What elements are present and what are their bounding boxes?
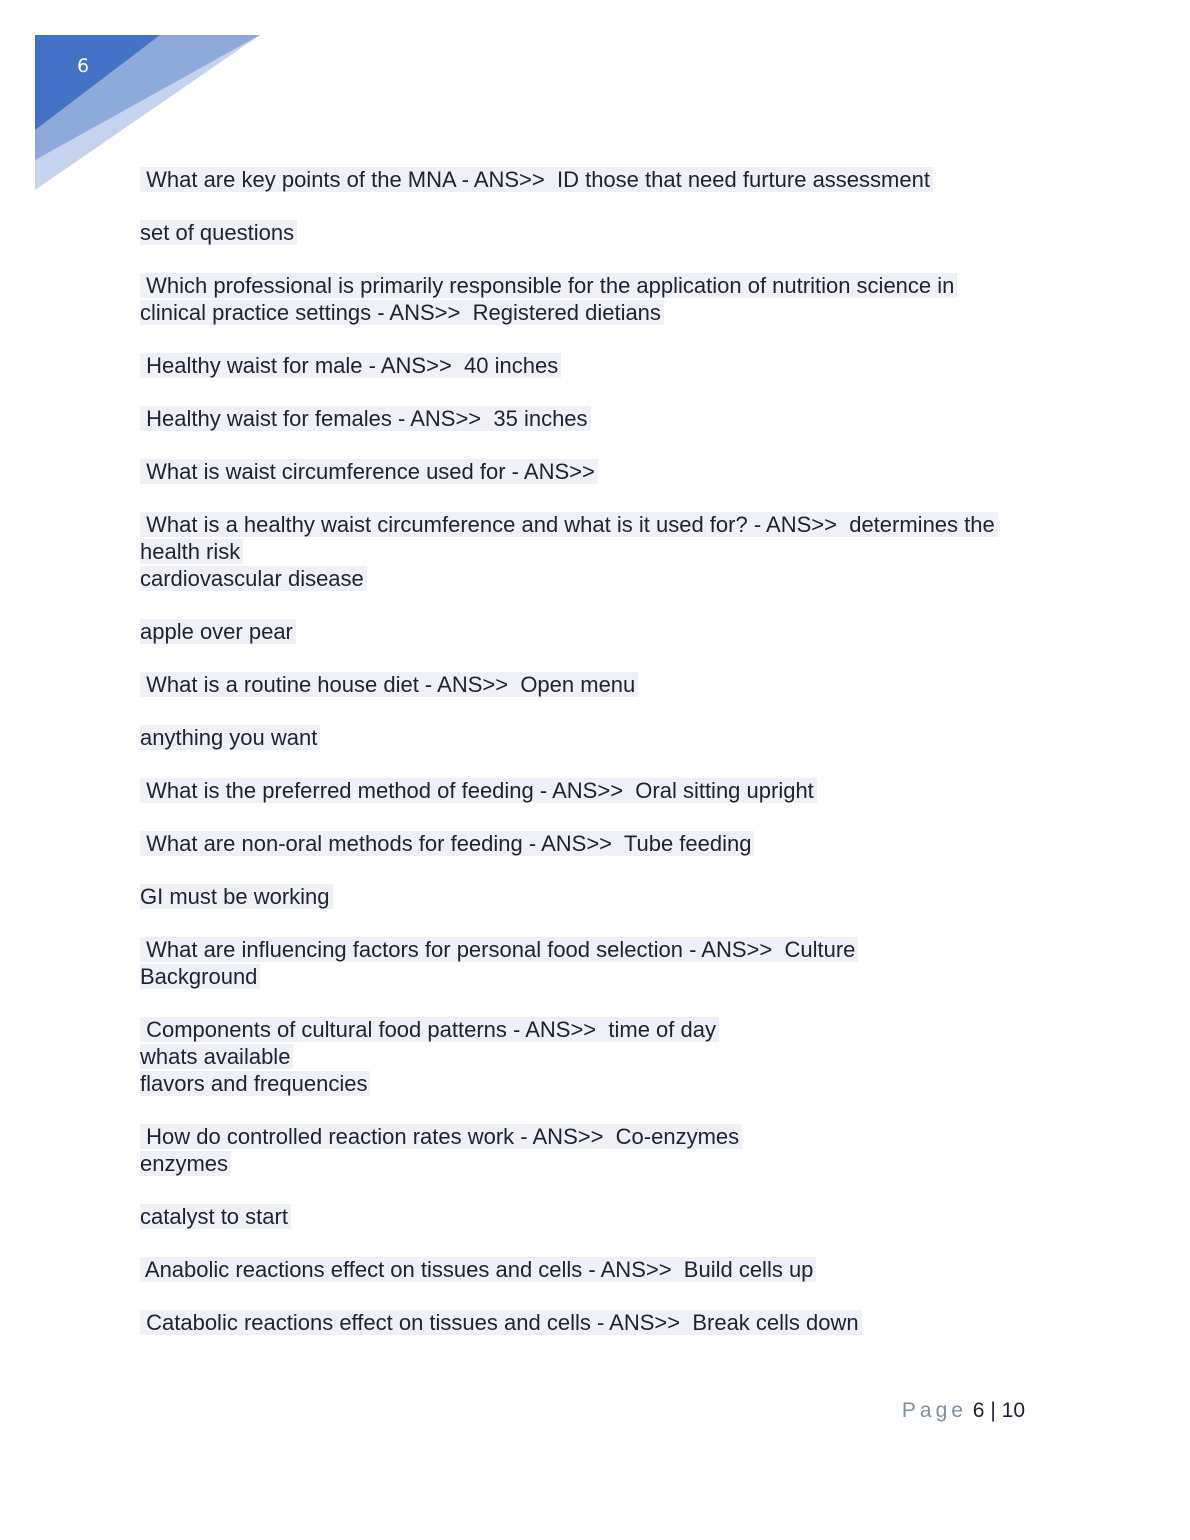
qa-line: catalyst to start: [140, 1204, 288, 1229]
header-page-number: 6: [77, 55, 90, 77]
qa-text: [140, 406, 591, 431]
qa-entry: [140, 883, 1060, 910]
qa-line: GI must be working: [140, 884, 330, 909]
footer-separator: |: [990, 1399, 996, 1422]
qa-line: What is the preferred method of feeding - ANS>> Oral sitting upright: [140, 778, 814, 803]
qa-entry: [140, 511, 1060, 592]
qa-entry: [140, 405, 1060, 432]
qa-text: [140, 1017, 719, 1096]
qa-text: [140, 459, 598, 484]
qa-text: [140, 353, 561, 378]
footer-current-page: 6: [972, 1399, 985, 1422]
qa-text: [140, 831, 754, 856]
qa-text: [140, 1257, 816, 1282]
qa-line: Catabolic reactions effect on tissues and cells - ANS>> Break cells down: [140, 1310, 859, 1335]
qa-line: Anabolic reactions effect on tissues and cells - ANS>> Build cells up: [140, 1257, 814, 1282]
qa-line: anything you want: [140, 725, 318, 750]
qa-text: [140, 884, 333, 909]
qa-line: Components of cultural food patterns - ANS>> time of day: [140, 1017, 716, 1042]
document-body: [140, 166, 1060, 1362]
qa-entry: [140, 671, 1060, 698]
qa-line: What are key points of the MNA - ANS>> ID those that need furture assessment: [140, 167, 930, 192]
qa-entry: [140, 219, 1060, 246]
qa-line: What are non-oral methods for feeding - ANS>> Tube feeding: [140, 831, 752, 856]
qa-entry: [140, 618, 1060, 645]
qa-line: Background: [140, 964, 258, 989]
qa-line: enzymes: [140, 1151, 229, 1176]
qa-entry: [140, 166, 1060, 193]
footer-total-pages: 10: [1001, 1399, 1025, 1422]
qa-text: [140, 725, 320, 750]
qa-line: whats available: [140, 1044, 291, 1069]
qa-line: Healthy waist for females - ANS>> 35 inches: [140, 406, 588, 431]
qa-entry: [140, 352, 1060, 379]
qa-text: [140, 167, 933, 192]
qa-line: What are influencing factors for personal food selection - ANS>> Culture: [140, 937, 856, 962]
qa-text: [140, 512, 998, 591]
qa-line: cardiovascular disease: [140, 566, 364, 591]
qa-entry: [140, 1309, 1060, 1336]
qa-line: set of questions: [140, 220, 295, 245]
qa-line: clinical practice settings - ANS>> Registered dietians: [140, 300, 661, 325]
qa-line: flavors and frequencies: [140, 1071, 368, 1096]
qa-line: Which professional is primarily responsible for the application of nutrition science in: [140, 273, 955, 298]
qa-line: apple over pear: [140, 619, 293, 644]
qa-entry: [140, 1256, 1060, 1283]
page-footer: [902, 1399, 1025, 1423]
qa-line: health risk: [140, 539, 241, 564]
qa-line: What is a healthy waist circumference and what is it used for? - ANS>> determines the: [140, 512, 995, 537]
qa-entry: [140, 936, 1060, 990]
qa-text: [140, 672, 638, 697]
qa-line: How do controlled reaction rates work - ANS>> Co-enzymes: [140, 1124, 740, 1149]
qa-text: [140, 1124, 742, 1176]
qa-entry: [140, 777, 1060, 804]
qa-line: Healthy waist for male - ANS>> 40 inches: [140, 353, 559, 378]
qa-entry: [140, 830, 1060, 857]
qa-line: What is waist circumference used for - ANS>>: [140, 459, 595, 484]
qa-entry: [140, 724, 1060, 751]
qa-entry: [140, 458, 1060, 485]
qa-entry: [140, 1016, 1060, 1097]
footer-page-label: Page: [901, 1399, 967, 1422]
qa-entry: [140, 272, 1060, 326]
qa-text: [140, 220, 297, 245]
qa-line: What is a routine house diet - ANS>> Open menu: [140, 672, 636, 697]
qa-text: [140, 1310, 862, 1335]
qa-text: [140, 1204, 291, 1229]
qa-entry: [140, 1203, 1060, 1230]
qa-text: [140, 937, 858, 989]
qa-text: [140, 778, 817, 803]
qa-entry: [140, 1123, 1060, 1177]
qa-text: [140, 619, 296, 644]
qa-text: [140, 273, 957, 325]
